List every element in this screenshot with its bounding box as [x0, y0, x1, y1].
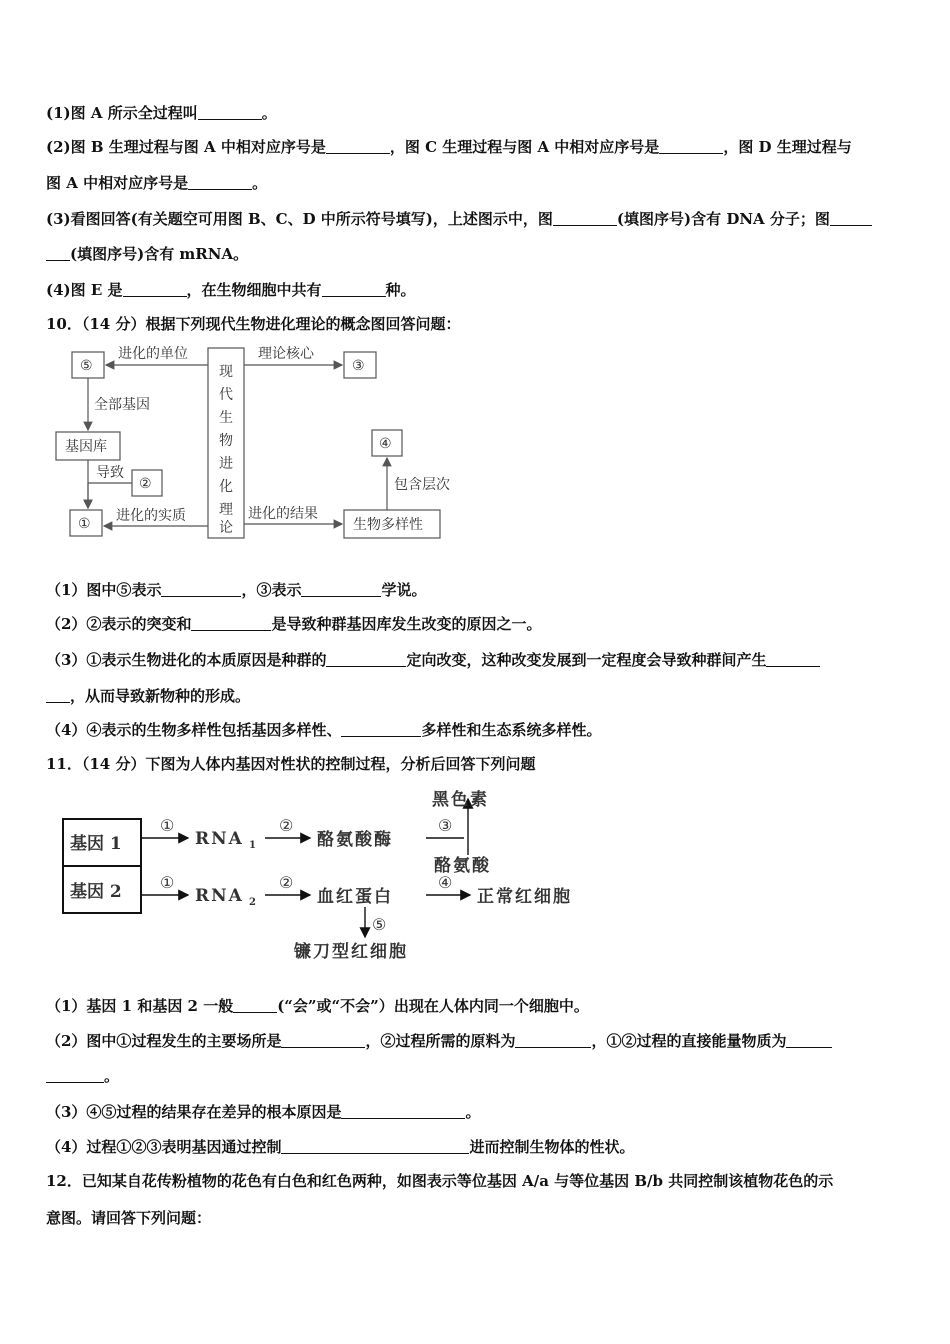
core-label: 理论核心 — [258, 346, 314, 362]
answer-blank[interactable] — [191, 616, 271, 631]
q10-part4: （4）④表示的生物多样性包括基因多样性、 多样性和生态系统多样性。 — [46, 721, 602, 739]
levels-label: 包含层次 — [394, 477, 450, 493]
answer-blank[interactable] — [281, 1139, 469, 1154]
box-5-label: ⑤ — [80, 358, 93, 374]
answer-blank[interactable] — [322, 282, 386, 297]
q12-line1: 12．已知某自花传粉植物的花色有白色和红色两种，如图表示等位基因 A/a 与等位基因 B/b 共同控制该植物花色的示 — [46, 1172, 834, 1190]
q10-part3-cont: ，从而导致新物种的形成。 — [46, 686, 250, 706]
box-4-label: ④ — [379, 436, 392, 452]
center-char-0: 现 — [219, 364, 233, 380]
answer-blank[interactable] — [46, 1068, 104, 1083]
answer-blank[interactable] — [326, 139, 390, 154]
answer-blank[interactable] — [233, 998, 277, 1013]
center-char-5: 化 — [219, 479, 233, 495]
gene2-label: 基因 2 — [70, 882, 122, 902]
unit-label: 进化的单位 — [118, 346, 188, 362]
answer-blank[interactable] — [830, 211, 872, 226]
q10-title: 10．（14 分）根据下列现代生物进化理论的概念图回答问题： — [46, 315, 461, 333]
rna1-subscript: 1 — [249, 840, 256, 851]
center-char-6: 理 — [219, 502, 233, 518]
gene-control-diagram — [60, 785, 620, 965]
all-genes-label: 全部基因 — [94, 397, 150, 413]
center-char-4: 进 — [219, 456, 233, 472]
q9-part3-cont: (填图序号)含有 mRNA。 — [46, 244, 248, 264]
answer-blank[interactable] — [659, 139, 723, 154]
essence-label: 进化的实质 — [116, 508, 186, 524]
step-1a: ① — [160, 816, 175, 835]
biodiversity-label: 生物多样性 — [353, 517, 423, 533]
q11-part1: （1）基因 1 和基因 2 一般 (“会”或“不会”）出现在人体内同一个细胞中。 — [46, 997, 589, 1015]
answer-blank[interactable] — [326, 652, 406, 667]
answer-blank[interactable] — [281, 1033, 365, 1048]
q10-part3: （3）①表示生物进化的本质原因是种群的 定向改变，这种改变发展到一定程度会导致种群间产生 — [46, 650, 820, 670]
answer-blank[interactable] — [553, 211, 617, 226]
q12-line2: 意图。请回答下列问题： — [46, 1209, 212, 1227]
tyrosine-label: 酪氨酸 — [434, 856, 491, 876]
answer-blank[interactable] — [341, 722, 421, 737]
step-2b: ② — [279, 873, 294, 892]
answer-blank[interactable] — [188, 175, 252, 190]
answer-blank[interactable] — [786, 1033, 832, 1048]
center-char-7: 论 — [219, 520, 233, 536]
q10-part2: （2）②表示的突变和 是导致种群基因库发生改变的原因之一。 — [46, 615, 542, 633]
step-2a: ② — [279, 816, 294, 835]
box-1-label: ① — [78, 516, 91, 532]
center-char-2: 生 — [219, 410, 233, 426]
answer-blank[interactable] — [46, 688, 70, 703]
q11-part3: （3）④⑤过程的结果存在差异的根本原因是 。 — [46, 1103, 481, 1121]
melanin-label: 黑色素 — [432, 790, 489, 810]
q9-part1: (1)图 A 所示全过程叫 。 — [46, 104, 277, 122]
gene1-label: 基因 1 — [70, 834, 122, 854]
answer-blank[interactable] — [515, 1033, 591, 1048]
answer-blank[interactable] — [341, 1104, 465, 1119]
answer-blank[interactable] — [161, 582, 241, 597]
rna2-subscript: 2 — [249, 897, 256, 908]
q9-part2-cont: 图 A 中相对应序号是 。 — [46, 174, 268, 192]
step-1b: ① — [160, 873, 175, 892]
sickle-rbc-label: 镰刀型红细胞 — [294, 942, 408, 962]
q11-part2-cont: 。 — [46, 1066, 119, 1086]
rna2-label: RNA — [195, 886, 244, 906]
step-3: ③ — [438, 816, 453, 835]
q11-part2: （2）图中①过程发生的主要场所是 ，②过程所需的原料为 ，①②过程的直接能量物质为 — [46, 1031, 832, 1051]
answer-blank[interactable] — [123, 282, 187, 297]
q9-part4: (4)图 E 是 ，在生物细胞中共有 种。 — [46, 281, 416, 299]
evolution-concept-diagram — [50, 340, 460, 545]
q10-part1: （1）图中⑤表示 ，③表示 学说。 — [46, 581, 427, 599]
answer-blank[interactable] — [301, 582, 381, 597]
rna1-label: RNA — [195, 829, 244, 849]
box-3-label: ③ — [352, 358, 365, 374]
hemoglobin-label: 血红蛋白 — [317, 887, 393, 907]
answer-blank[interactable] — [46, 246, 70, 261]
q11-title: 11．（14 分）下图为人体内基因对性状的控制过程，分析后回答下列问题 — [46, 755, 536, 773]
lead-label: 导致 — [96, 465, 124, 481]
q9-part3: (3)看图回答(有关题空可用图 B、C、D 中所示符号填写)，上述图示中，图 (填图序号)含有 DNA 分子；图 — [46, 209, 872, 229]
box-2-label: ② — [139, 476, 152, 492]
step-5: ⑤ — [372, 915, 387, 934]
tyrosinase-label: 酪氨酸酶 — [317, 830, 393, 850]
center-char-1: 代 — [219, 387, 233, 403]
answer-blank[interactable] — [766, 652, 820, 667]
q9-part2: (2)图 B 生理过程与图 A 中相对应序号是 ，图 C 生理过程与图 A 中相对应序号是 ，图 D 生理过程与 — [46, 138, 852, 156]
result-label: 进化的结果 — [248, 506, 318, 522]
answer-blank[interactable] — [198, 105, 262, 120]
gene-pool-label: 基因库 — [65, 439, 107, 455]
step-4: ④ — [438, 873, 453, 892]
center-char-3: 物 — [219, 433, 233, 449]
normal-rbc-label: 正常红细胞 — [477, 887, 572, 907]
q11-part4: （4）过程①②③表明基因通过控制 进而控制生物体的性状。 — [46, 1138, 635, 1156]
